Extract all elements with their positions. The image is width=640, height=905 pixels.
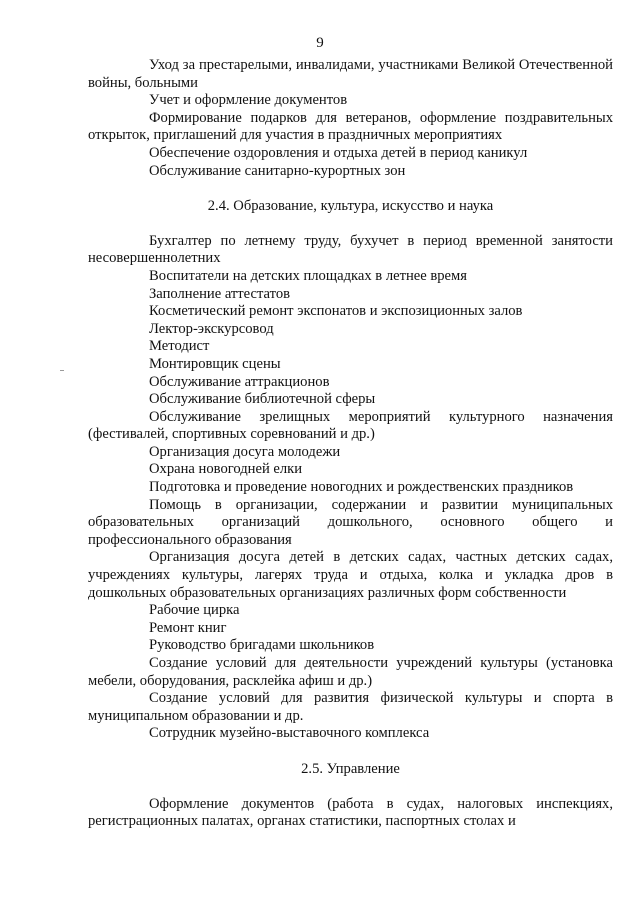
list-item: Помощь в организации, содержании и развитии муниципальных образовательных организаций дошкольного, основного общего и профессионального образования xyxy=(88,496,613,548)
list-item: Подготовка и проведение новогодних и рождественских праздников xyxy=(149,479,574,496)
page-content xyxy=(88,57,613,831)
list-item: Заполнение аттестатов xyxy=(149,285,291,302)
list-item: Обслуживание библиотечной сферы xyxy=(149,391,376,408)
list-item: Учет и оформление документов xyxy=(149,92,348,109)
list-item: Охрана новогодней елки xyxy=(149,461,303,478)
list-item: Обслуживание санитарно-курортных зон xyxy=(149,162,406,179)
list-block-1 xyxy=(88,57,613,180)
list-item: Создание условий для деятельности учреждений культуры (установка мебели, оборудования, расклейка афиш и др.) xyxy=(88,655,613,689)
list-item: Уход за престарелыми, инвалидами, участниками Великой Отечественной войны, больными xyxy=(88,57,613,91)
list-item: Обслуживание аттракционов xyxy=(149,373,330,390)
list-section-2-4 xyxy=(88,233,613,743)
list-item: Организация досуга детей в детских садах, частных детских садах, учреждениях культуры, лагерях труда и отдыха, колка и укладка дров в дошкольных образовательных организациях различных форм собственности xyxy=(88,549,613,601)
list-item: Лектор-экскурсовод xyxy=(149,320,274,337)
list-item: Руководство бригадами школьников xyxy=(149,637,375,654)
list-item: Сотрудник музейно-выставочного комплекса xyxy=(149,725,430,742)
list-item: Оформление документов (работа в судах, налоговых инспекциях, регистрационных палатах, органах статистики, паспортных столах и xyxy=(88,795,613,830)
list-item: Обслуживание зрелищных мероприятий культурного назначения (фестивалей, спортивных соревнований и др.) xyxy=(88,408,613,443)
list-item: Обеспечение оздоровления и отдыха детей в период каникул xyxy=(149,144,528,161)
list-item: Методист xyxy=(149,338,210,355)
list-item: Формирование подарков для ветеранов, оформление поздравительных открыток, приглашений для участия в праздничных мероприятиях xyxy=(88,109,613,144)
list-item: Организация досуга молодежи xyxy=(149,443,341,460)
list-item: Ремонт книг xyxy=(149,619,227,636)
list-item: Создание условий для развития физической культуры и спорта в муниципальном образовании и др. xyxy=(88,690,613,724)
list-section-2-5 xyxy=(88,796,613,831)
list-item: Рабочие цирка xyxy=(149,602,240,619)
list-item: Косметический ремонт экспонатов и экспозиционных залов xyxy=(149,303,523,320)
list-item: Монтировщик сцены xyxy=(149,355,281,372)
section-heading-2-4: 2.4. Образование, культура, искусство и наука xyxy=(207,198,494,215)
section-heading-2-5: 2.5. Управление xyxy=(301,760,400,777)
page-number: 9 xyxy=(316,35,324,51)
list-item: Бухгалтер по летнему труду, бухучет в период временной занятости несовершеннолетних xyxy=(88,232,613,267)
list-item: Воспитатели на детских площадках в летнее время xyxy=(149,267,467,284)
scan-mark xyxy=(60,370,64,371)
